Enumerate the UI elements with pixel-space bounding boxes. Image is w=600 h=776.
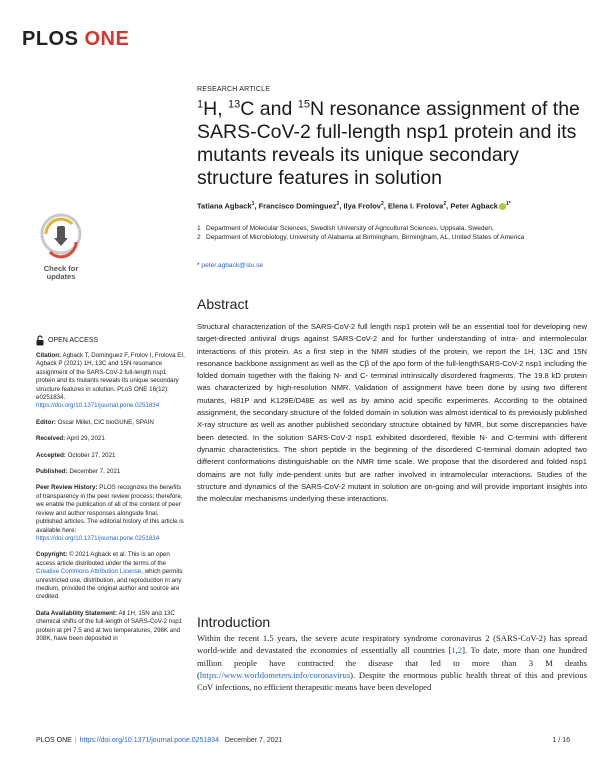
author-affil-sup: 2 xyxy=(380,201,384,207)
intro-text-2: ]. To date, more than one hundred million people have contracted the disease that led to more than 3 M deaths ( xyxy=(197,645,587,680)
peer-review-block xyxy=(36,484,186,543)
author-affil-sup: 2 xyxy=(336,201,340,207)
affiliation xyxy=(197,233,587,242)
intro-text-3: ). Despite the enormous public health threat of this and previous CoV infections, no efficient therapeutic means have been developed xyxy=(197,669,587,693)
editor-label: Editor: xyxy=(36,418,56,426)
worldometers-link[interactable]: https://www.worldometers.info/coronavirus xyxy=(199,669,351,680)
article-title xyxy=(197,98,587,190)
affiliations xyxy=(197,224,587,242)
check-for-updates-icon[interactable] xyxy=(34,212,88,272)
editor-text: Oscar Millet, CIC bioGUNE, SPAIN xyxy=(57,418,154,426)
title-sup-2: 13 xyxy=(228,98,241,111)
affiliation-text: Department of Microbiology, University of Alabama at Birmingham, Birmingham, AL, United States of America xyxy=(206,234,525,241)
copyright-text: © 2021 Agback et al. This is an open access article distributed under the terms of the xyxy=(36,551,170,567)
author-name[interactable]: Peter Agback xyxy=(450,201,498,211)
author-name[interactable]: Elena I. Frolova xyxy=(387,201,444,211)
intro-text-1: Within the recent 1.5 years, the severe acute respiratory syndrome coronavirus 2 (SARS-CoV-2) has spread world-wide and devastated the economies of essentially all countries [ xyxy=(197,633,587,656)
editor-block xyxy=(36,419,186,427)
affiliation-text: Department of Molecular Sciences, Swedish University of Agricultural Sciences, Uppsala, Sweden, xyxy=(206,225,494,232)
author-affil-sup: 2 xyxy=(443,201,447,207)
footer-separator: | xyxy=(74,737,77,744)
logo-one: ONE xyxy=(84,28,130,50)
corresponding-email xyxy=(197,262,263,269)
copyright-label: Copyright: xyxy=(36,551,68,559)
citation-block xyxy=(36,352,186,411)
received-label: Received: xyxy=(36,435,66,443)
check-for-updates-label[interactable] xyxy=(34,265,88,281)
journal-logo xyxy=(22,28,129,51)
copyright-block xyxy=(36,551,186,601)
logo-plos: PLOS xyxy=(22,28,79,50)
author-name[interactable]: Ilya Frolov xyxy=(343,201,381,211)
footer-left xyxy=(36,737,282,744)
title-part-1: H, xyxy=(203,98,229,120)
received-date: April 29, 2021 xyxy=(66,435,105,443)
accepted-date: October 27, 2021 xyxy=(67,451,116,459)
published-block xyxy=(36,468,186,476)
footer-date: December 7, 2021 xyxy=(224,737,283,744)
reference-link[interactable]: 2 xyxy=(457,645,463,656)
affiliation xyxy=(197,224,587,233)
badge-label-line2: updates xyxy=(46,272,76,281)
accepted-label: Accepted: xyxy=(36,451,66,459)
introduction-heading: Introduction xyxy=(197,614,271,630)
open-access-flag xyxy=(36,335,98,346)
open-lock-icon xyxy=(36,335,44,346)
citation-doi-link[interactable]: https://doi.org/10.1371/journal.pone.0251834 xyxy=(36,402,160,410)
peer-review-text: PLOS recognizes the benefits of transparency in the peer review process; therefore, we enable the publication of all of the content of peer review and author responses alongside final, published articles. The editorial history of this article is available here: xyxy=(36,484,184,534)
title-part-3: N resonance assignment of the SARS-CoV-2 full-length nsp1 protein and its mutants reveals its unique secondary structure features in solution xyxy=(197,98,580,189)
email-link[interactable]: peter.agback@slu.se xyxy=(201,262,264,269)
accepted-block xyxy=(36,452,186,460)
badge-label-line1: Check for xyxy=(43,264,79,273)
author-list: Tatiana Agback$^1$, Francisco Dominguez$^2$, Ilya Frolov$^2$, Elena I. Frolova$^2$, Peter Agback $^{1*}$ xyxy=(197,201,511,211)
data-availability-label: Data Availability Statement: xyxy=(36,609,118,617)
abstract-heading: Abstract xyxy=(197,296,249,312)
author-affil-sup: 1* xyxy=(505,201,511,207)
title-sup-3: 15 xyxy=(297,98,310,111)
article-type: RESEARCH ARTICLE xyxy=(197,86,271,93)
footer-journal: PLOS ONE xyxy=(36,737,72,744)
author-name[interactable]: Francisco Dominguez xyxy=(258,201,337,211)
license-link[interactable]: Creative Commons Attribution License xyxy=(36,568,142,576)
peer-review-label: Peer Review History: xyxy=(36,484,98,492)
citation-label: Citation: xyxy=(36,352,62,359)
email-star: * xyxy=(197,262,200,269)
peer-review-link[interactable]: https://doi.org/10.1371/journal.pone.0251834 xyxy=(36,534,160,542)
introduction-text xyxy=(197,632,587,693)
copyright-text-end: , which permits unrestricted use, distribution, and reproduction in any medium, provided the original author and source are credited. xyxy=(36,568,183,601)
published-label: Published: xyxy=(36,468,68,476)
title-sup-1: 1 xyxy=(197,98,204,111)
author-affil-sup: 1 xyxy=(251,201,255,207)
citation-text: Agback T, Dominguez F, Frolov I, Frolova EI, Agback P (2021) 1H, 13C and 15N resonance assignment of the SARS-CoV-2 full-length nsp1 protein and its mutants reveals its unique secondary structure features in solution. PLoS ONE 16(12): e0251834. xyxy=(36,352,185,402)
reference-link[interactable]: 1 xyxy=(451,645,456,656)
author-name[interactable]: Tatiana Agback xyxy=(197,201,252,211)
abstract-text: Structural characterization of the SARS-CoV-2 full length nsp1 protein will be an essential tool for developing new target-directed antiviral drugs against SARS-CoV-2 and for further understanding of intra- and intermolecular interactions of this protein. As a first step in the NMR studies of the protein, we report the 1H, 13C and 15N resonance backbone assignment as well as the Cβ of the apo form of the full-lengthSARS-CoV-2 nsp1 including the folded domain together with the flaking N- and C- terminal intrinsically disordered fragments. The 19.8 kD protein was characterized by high-resolution NMR. Validation of assignment have been done by using two different mutants, H81P and K129E/D48E as well as by amino acid specific experiments. According to the obtained assignment, the secondary structure of the folded domain in solution was almost identical to its previously published X-ray structure as well as another published secondary structure obtained by NMR, but some discrepancies have been detected. In the solution SARS-CoV-2 nsp1 exhibited disordered, flexible N- and C-termini with different dynamic characteristics. The short peptide in the beginning of the disordered C-terminal domain adopted two different conformations distinguishable on the NMR time scale. We propose that the disordered and folded nsp1 domains are not fully inde-pendent units but are rather involved in intramolecular interactions. Studies of the structure and dynamics of the SARS-CoV-2 mutant in solution are on-going and will provide important insights into the molecular mechanisms underlying these interactions. xyxy=(197,322,587,504)
affiliation-number: 2 xyxy=(197,234,201,241)
intro-comma: , xyxy=(455,645,458,656)
received-block xyxy=(36,435,186,443)
footer-doi-link[interactable]: https://doi.org/10.1371/journal.pone.0251834 xyxy=(79,737,219,744)
page-footer xyxy=(36,737,570,744)
orcid-icon[interactable] xyxy=(499,203,506,210)
published-date: December 7, 2021 xyxy=(69,468,121,476)
affiliation-number: 1 xyxy=(197,225,201,232)
data-availability-block xyxy=(36,610,186,644)
title-part-2: C and xyxy=(240,98,298,120)
data-availability-text: All 1H, 15N and 13C chemical shifts of the full-length of SARS-CoV-2 nsp1 protein at pH 7.5 and at two temperatures, 298K and 308K, have been deposited in xyxy=(36,609,183,642)
page-number: 1 / 16 xyxy=(552,737,570,744)
article-metadata-sidebar xyxy=(36,352,186,651)
open-access-label: OPEN ACCESS xyxy=(48,337,99,344)
